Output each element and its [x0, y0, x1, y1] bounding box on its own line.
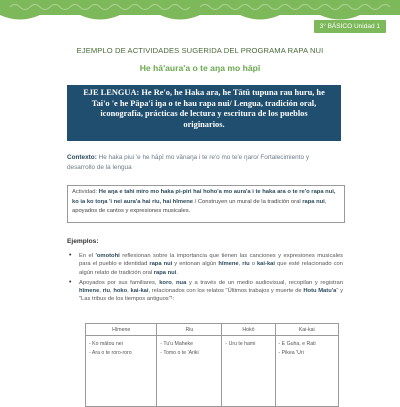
- actividad-text: ,: [324, 198, 327, 205]
- actividad-term: rapa nui: [302, 198, 325, 205]
- actividad-box: [67, 185, 345, 223]
- eje-lengua-line: EJE LENGUA: He Re'o, he Haka ara, he Tātū tupuna rau huru, he: [83, 88, 325, 97]
- table-header-himene: Hīmene: [86, 324, 157, 336]
- list-item-text: ,: [99, 288, 103, 295]
- list-item-text: ,: [110, 288, 114, 295]
- list-item-text: ,: [127, 288, 131, 295]
- eje-lengua-line: originarios.: [183, 119, 225, 129]
- list-item: [67, 279, 343, 304]
- list-item-text: o: [249, 261, 257, 268]
- list-item-text: reflexionan sobre la importancia que tienen las canciones y expresiones musicales para el pueblo e identidad: [79, 253, 343, 268]
- table-header-kaikai: Kai-kai: [275, 324, 338, 336]
- actividad-rapanui-text: He aŋa e tahi miro mo haka pi-piri hai hoho'a mo aura'a i te haka ara o te re'o rapa nui,: [97, 189, 336, 195]
- list-item-text: .: [176, 269, 178, 276]
- ejemplos-heading: Ejemplos:: [67, 238, 99, 245]
- table-cell-hoko: [222, 336, 275, 407]
- list-item-text: , relacionados con los relatos "Últimos trabajos y muerte de: [148, 288, 304, 295]
- list-item-text: que esté relacionado con algún relato de tradición oral: [79, 261, 343, 276]
- eje-lengua-line: iconografía, prácticas de lectura y escritura de los pueblos: [100, 109, 308, 119]
- list-item-term: rapa nui: [149, 261, 173, 268]
- actividad-label: Actividad:: [72, 189, 98, 195]
- table-row: [86, 336, 339, 407]
- table-header-riu: Riu: [157, 324, 222, 336]
- table-cell-kaikai: [275, 336, 338, 407]
- table-cell-item: - E Guha, e Rati: [278, 341, 316, 347]
- contexto-text: desarrollo de la lengua: [67, 164, 132, 171]
- list-item-text: y entonan algún: [172, 261, 219, 268]
- contexto-paragraph: [67, 153, 343, 173]
- actividad-rapanui-text: ko ia ko toŋa 'i nei aura'a hai riu, hai hīmene: [72, 198, 193, 205]
- list-item-term: hoko: [113, 288, 128, 295]
- eje-lengua-box: [67, 85, 341, 141]
- table-cell-item: - Ara o te roro-roro: [89, 350, 132, 356]
- list-item-term: hīmene: [79, 288, 100, 295]
- table-cell-item: - Ko mātou nei: [89, 341, 123, 347]
- ejemplos-list: [67, 252, 343, 306]
- grade-unit-badge: 3° BÁSICO Unidad 1: [314, 20, 386, 33]
- list-item-term: 'omotohi: [95, 253, 120, 259]
- eje-lengua-line: Tai'o 'e he Pāpa'i iŋa o te hau rapa nui/ Lengua, tradición oral,: [91, 98, 317, 108]
- page-title: EJEMPLO DE ACTIVIDADES SUGERIDA DEL PROGRAMA RAPA NUI: [76, 46, 324, 55]
- table-cell-item: - Pikea 'Uri: [278, 350, 304, 356]
- table-cell-riu: [157, 336, 222, 407]
- contexto-text: He haka piui 'e he hāpī mo vānaŋa i te re'o mo te'e ŋaro/ Fortalecimiento y: [96, 154, 310, 161]
- table-header-row: [86, 324, 339, 336]
- list-item-term: nua: [176, 279, 187, 286]
- page-subtitle: He hā'aura'a o te aŋa mo hāpī: [139, 63, 261, 73]
- header-decorative-band: [0, 0, 400, 42]
- contexto-label: Contexto:: [67, 154, 97, 161]
- table-cell-himene: [86, 336, 157, 407]
- list-item-text: " y "Las tribus de los tiempos antiguos"¹:: [79, 288, 343, 303]
- list-item-text: y a través de un medio audiovisual, recopilan y registran: [186, 279, 343, 286]
- list-item: [67, 252, 343, 277]
- list-item-term: koro: [159, 279, 172, 286]
- list-item-text: ,: [171, 279, 177, 286]
- list-item-text: ,: [238, 261, 243, 268]
- list-item-text: Apoyados por sus familiares,: [79, 279, 160, 286]
- musical-expressions-table: [85, 323, 339, 407]
- list-item-term: riu: [242, 261, 250, 268]
- actividad-text: apoyados de cantos y expresiones musicales.: [72, 208, 191, 215]
- list-item-term: Hotu Matu'a: [303, 288, 337, 295]
- table-header-hoko: Hokō: [222, 324, 275, 336]
- table-cell-item: - Tu'u Maheke: [160, 341, 194, 347]
- table-cell-item: - Uru te hami: [225, 341, 256, 347]
- table-cell-item: - Tomo o te 'Ariki: [160, 350, 199, 356]
- list-item-term: kai-kai: [130, 288, 149, 295]
- list-item-term: hīmene: [218, 261, 239, 268]
- actividad-text: / Construyen un mural de la tradición oral: [192, 198, 303, 205]
- list-item-term: riu: [102, 288, 111, 295]
- list-item-term: rapa nui: [153, 269, 177, 276]
- list-item-text: En el: [79, 253, 96, 259]
- list-item-term: kai-kai: [256, 261, 276, 268]
